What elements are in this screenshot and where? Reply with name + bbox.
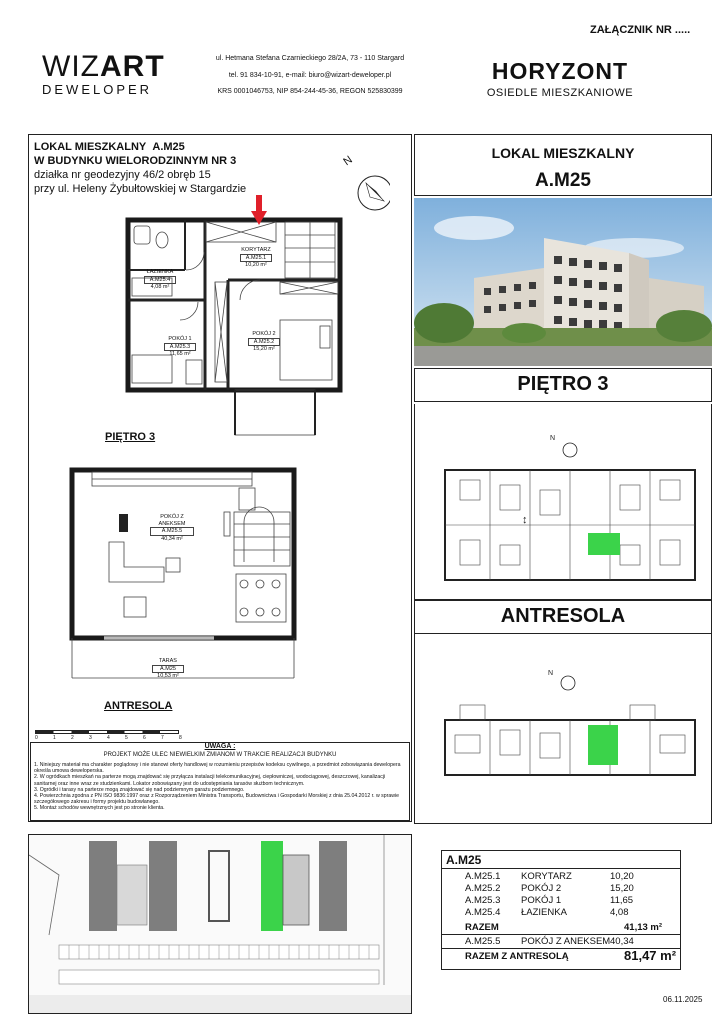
- floor-title: PIĘTRO 3: [517, 373, 609, 395]
- area-table-row: [441, 907, 681, 919]
- key-plan-mezz-drawing: [440, 665, 700, 785]
- area-extra-code: A.M25.5: [465, 936, 501, 947]
- mezzanine-plan-label: ANTRESOLA: [104, 700, 173, 712]
- area-row-code: A.M25.2: [465, 883, 501, 894]
- right-title: LOKAL MIESZKALNY: [491, 145, 635, 161]
- room-label-pokoj2: POKÓJ 2 A.M25.2 15,20 m²: [248, 331, 280, 353]
- area-extra-name: POKÓJ Z ANEKSEM: [521, 936, 611, 947]
- footer-date: 06.11.2025: [663, 995, 703, 1004]
- svg-text:N: N: [548, 670, 554, 677]
- unit-info-line1: LOKAL MIESZKALNY A.M25: [34, 141, 185, 153]
- area-row-code: A.M25.4: [465, 907, 501, 918]
- svg-text:N: N: [550, 435, 556, 442]
- area-extra-row: [441, 936, 681, 948]
- area-total-value: 81,47 m²: [624, 948, 677, 963]
- entrance-arrow-icon: [251, 195, 267, 227]
- wizart-logo-sub: DEWELOPER: [42, 82, 153, 97]
- scale-tick: 4: [107, 735, 110, 741]
- area-table-title: A.M25: [446, 853, 482, 867]
- area-row-name: POKÓJ 2: [521, 883, 562, 894]
- notes-list: [34, 762, 404, 812]
- scale-tick: 5: [125, 735, 128, 741]
- unit-info-line4: przy ul. Heleny Żybułtowskiej w Stargardzie: [34, 183, 247, 195]
- room-label-pokoj-aneks: POKÓJ Z ANEKSEM A.M25.5 40,34 m²: [150, 514, 194, 542]
- scale-tick: 8: [179, 735, 182, 741]
- scale-tick: 7: [161, 735, 164, 741]
- unit-info-line3: działka nr geodezyjny 46/2 obręb 15: [34, 169, 211, 181]
- notes-item: 3. Ogródki i tarasy na parterze mogą znajdować się nad podziemnym garażu podziemnego.: [34, 786, 245, 793]
- unit-info-line2: W BUDYNKU WIELORODZINNYM NR 3: [34, 155, 237, 167]
- scale-tick: 6: [143, 735, 146, 741]
- unit-info: [34, 140, 246, 196]
- area-extra-line: [441, 934, 681, 935]
- scale-tick: 2: [71, 735, 74, 741]
- area-extra-area: 40,34: [610, 936, 634, 947]
- building-render: [414, 198, 712, 366]
- notes-subtitle: PROJEKT MOŻE ULEC NIEWIELKIM ZMIANOM W TRAKCIE REALIZACJI BUDYNKU: [103, 752, 337, 758]
- floor-plan-pietro3: [120, 190, 360, 440]
- site-plan-drawing: [29, 835, 412, 1014]
- scale-tick: 1: [53, 735, 56, 741]
- horyzont-logo: [480, 58, 640, 99]
- area-row-name: ŁAZIENKA: [521, 907, 567, 918]
- notes-item: 4. Powierzchnia zgodna z PN ISO 9836:1997 oraz z Rozporządzeniem Ministra Transportu, Budownictwa i Gospodarki Morskiej z dnia 25.04.2012 r. w sprawie szczegółowego zakresu i formy projektu budowlanego.: [34, 793, 400, 806]
- notes-title: UWAGA :: [204, 743, 236, 750]
- north-label: N: [341, 153, 355, 169]
- wizart-logo: [42, 50, 165, 97]
- area-table-row: [441, 883, 681, 895]
- area-row-area: 4,08: [610, 907, 629, 918]
- area-row-name: KORYTARZ: [521, 871, 572, 882]
- area-table-row: [441, 871, 681, 883]
- notes-item: 1. Niniejszy materiał ma charakter poglądowy i nie stanowi oferty handlowej w rozumieniu przepisów kodeksu cywilnego, a przedmiot zobowiązania dewelopera określa umowa deweloperska.: [34, 762, 401, 775]
- mezzanine-plan: [64, 462, 304, 682]
- site-plan: [28, 834, 412, 1014]
- company-registry: KRS 0001046753, NIP 854-244-45-36, REGON 525830399: [217, 88, 403, 95]
- area-sum-value: 41,13 m²: [624, 922, 663, 933]
- area-table-rows: [441, 871, 681, 921]
- area-table-title-line: [441, 868, 681, 869]
- room-label-taras: TARAS A.M25 10,53 m²: [152, 658, 184, 680]
- area-row-area: 15,20: [610, 883, 634, 894]
- mezz-title: ANTRESOLA: [500, 605, 626, 627]
- scale-tick: 3: [89, 735, 92, 741]
- area-row-code: A.M25.3: [465, 895, 501, 906]
- floor-plan-label: PIĘTRO 3: [105, 431, 156, 443]
- horyzont-logo-main: HORYZONT: [491, 58, 629, 84]
- notes-item: 2. W ogródkach mieszkań na parterze mogą znajdować się przyłącza instalacji telekomunikacyjnej, ciepłowniczej, wodociągowej, deszczowej, kanalizacji sanitarnej oraz inne wraz ze studzienkami. Lokator zobowiązany jest do udostępniania tarasów służbom technicznym.: [34, 774, 386, 787]
- building-render-image: [414, 198, 712, 366]
- company-contact: tel. 91 834-10-91, e-mail: biuro@wizart-deweloper.pl: [228, 72, 392, 79]
- room-label-pokoj1: POKÓJ 1 A.M25.3 11,65 m²: [164, 336, 196, 358]
- area-row-area: 10,20: [610, 871, 634, 882]
- scale-tick: 0: [35, 735, 38, 741]
- wizart-logo-art: ART: [99, 50, 165, 83]
- company-address: ul. Hetmana Stefana Czarnieckiego 28/2A, 73 - 110 Stargard: [215, 55, 405, 62]
- attachment-label: ZAŁĄCZNIK NR .....: [590, 24, 691, 36]
- room-label-lazienka: ŁAZIENKA A.M25.4 4,08 m²: [144, 269, 176, 291]
- wizart-logo-wiz: WIZ: [42, 50, 100, 83]
- horyzont-logo-sub: OSIEDLE MIESZKANIOWE: [486, 87, 634, 99]
- area-row-name: POKÓJ 1: [521, 895, 562, 906]
- area-sum-label: RAZEM: [465, 922, 499, 933]
- area-row-area: 11,65: [610, 895, 634, 906]
- right-code: A.M25: [535, 170, 591, 191]
- area-row-code: A.M25.1: [465, 871, 501, 882]
- key-plan-floor-drawing: [440, 430, 700, 590]
- svg-text:↕: ↕: [522, 514, 528, 526]
- area-total-label: RAZEM Z ANTRESOLĄ: [465, 951, 569, 962]
- notes-item: 5. Montaż schodów wewnętrznych jest po stronie klienta.: [34, 805, 165, 812]
- room-label-korytarz: KORYTARZ A.M25.1 10,20 m²: [241, 247, 271, 268]
- area-table-row: [441, 895, 681, 907]
